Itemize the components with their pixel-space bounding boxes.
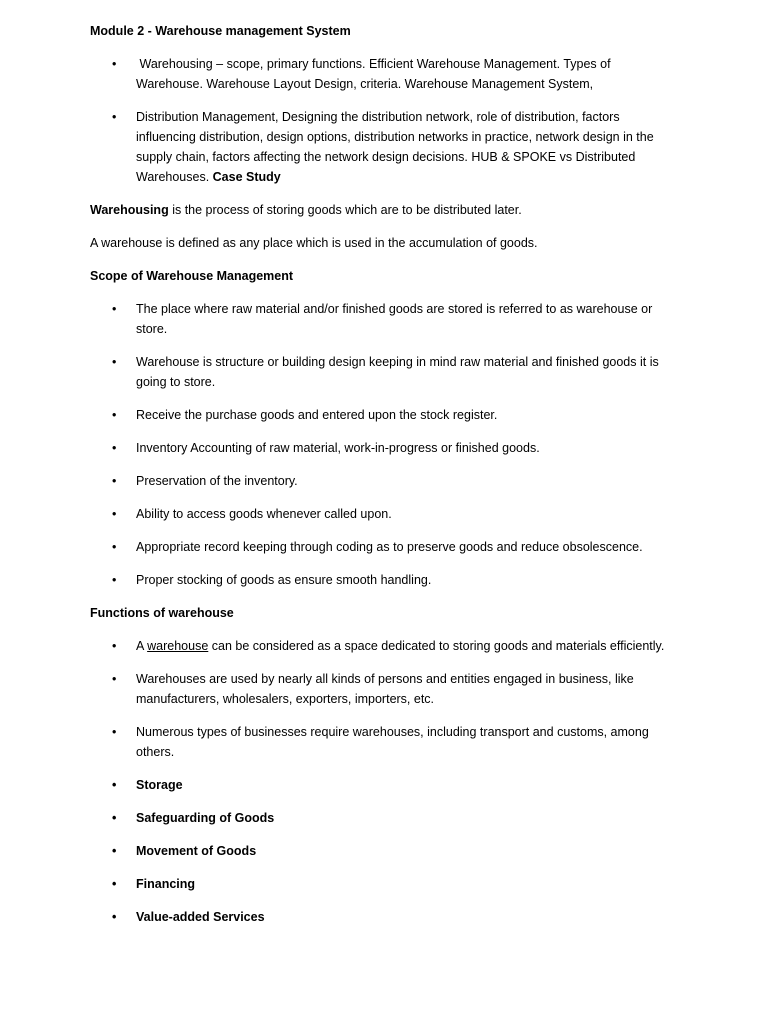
function-label: Financing <box>136 877 196 891</box>
function-value-added <box>90 907 680 927</box>
scope-item-text: Appropriate record keeping through coding as to preserve goods and reduce obsolescence. <box>136 540 643 554</box>
syllabus-item-text: Warehousing – scope, primary functions. Efficient Warehouse Management. Types of Warehouse. Warehouse Layout Design, criteria. Warehouse Management System, <box>136 57 615 91</box>
bullet: • <box>112 408 117 422</box>
scope-item-text: Proper stocking of goods as ensure smooth handling. <box>136 573 432 587</box>
bullet: • <box>112 877 117 891</box>
scope-item-text: Warehouse is structure or building design keeping in mind raw material and finished goods it is going to store. <box>136 355 659 389</box>
function-storage <box>90 775 680 795</box>
document-title: Module 2 - Warehouse management System <box>90 24 351 38</box>
bullet: • <box>112 507 117 521</box>
scope-item-text: Preservation of the inventory. <box>136 474 298 488</box>
document-content <box>90 21 680 927</box>
functions-item-text: can be considered as a space dedicated to storing goods and materials efficiently. <box>208 639 665 653</box>
scope-item <box>90 570 680 590</box>
function-movement <box>90 841 680 861</box>
bullet: • <box>112 57 117 71</box>
syllabus-item <box>90 54 680 94</box>
function-label: Value-added Services <box>136 910 265 924</box>
scope-item <box>90 352 680 392</box>
scope-item <box>90 537 680 557</box>
scope-list <box>90 299 680 590</box>
scope-item-text: Receive the purchase goods and entered upon the stock register. <box>136 408 498 422</box>
functions-list <box>90 636 680 927</box>
function-label: Safeguarding of Goods <box>136 811 275 825</box>
bullet: • <box>112 110 117 124</box>
bullet: • <box>112 672 117 686</box>
bullet: • <box>112 811 117 825</box>
bullet: • <box>112 302 117 316</box>
functions-item <box>90 636 680 656</box>
bullet: • <box>112 844 117 858</box>
functions-item-prefix: A <box>136 639 148 653</box>
bullet: • <box>112 910 117 924</box>
scope-item-text: Inventory Accounting of raw material, work-in-progress or finished goods. <box>136 441 540 455</box>
functions-item-text: Warehouses are used by nearly all kinds of persons and entities engaged in business, like manufacturers, wholesalers, exporters, importers, etc. <box>136 672 634 706</box>
scope-item <box>90 504 680 524</box>
scope-heading: Scope of Warehouse Management <box>90 269 294 283</box>
case-study-label: Case Study <box>212 170 281 184</box>
syllabus-item-text: Distribution Management, Designing the distribution network, role of distribution, factors influencing distribution, design options, distribution networks in practice, network design in the supply chain, factors affecting the network design decisions. HUB & SPOKE vs Distributed Warehouses. <box>136 110 658 184</box>
function-label: Storage <box>136 778 183 792</box>
functions-item-text: Numerous types of businesses require warehouses, including transport and customs, among others. <box>136 725 649 759</box>
warehouse-link[interactable]: warehouse <box>147 639 209 653</box>
bullet: • <box>112 441 117 455</box>
bullet: • <box>112 725 117 739</box>
function-safeguarding <box>90 808 680 828</box>
syllabus-item <box>90 107 680 187</box>
function-label: Movement of Goods <box>136 844 257 858</box>
bullet: • <box>112 639 117 653</box>
bullet: • <box>112 540 117 554</box>
scope-item <box>90 299 680 339</box>
definition-warehousing <box>90 200 680 220</box>
bullet: • <box>112 573 117 587</box>
scope-item <box>90 405 680 425</box>
definition-text: is the process of storing goods which are to be distributed later. <box>168 203 522 217</box>
scope-item <box>90 471 680 491</box>
syllabus-list <box>90 54 680 187</box>
bullet: • <box>112 778 117 792</box>
scope-item-text: Ability to access goods whenever called upon. <box>136 507 392 521</box>
scope-item <box>90 438 680 458</box>
term-warehousing: Warehousing <box>90 203 169 217</box>
functions-heading: Functions of warehouse <box>90 606 234 620</box>
bullet: • <box>112 355 117 369</box>
functions-item <box>90 669 680 709</box>
definition-warehouse: A warehouse is defined as any place which is used in the accumulation of goods. <box>90 236 538 250</box>
scope-item-text: The place where raw material and/or finished goods are stored is referred to as warehouse or store. <box>136 302 653 336</box>
bullet: • <box>112 474 117 488</box>
functions-item <box>90 722 680 762</box>
function-financing <box>90 874 680 894</box>
